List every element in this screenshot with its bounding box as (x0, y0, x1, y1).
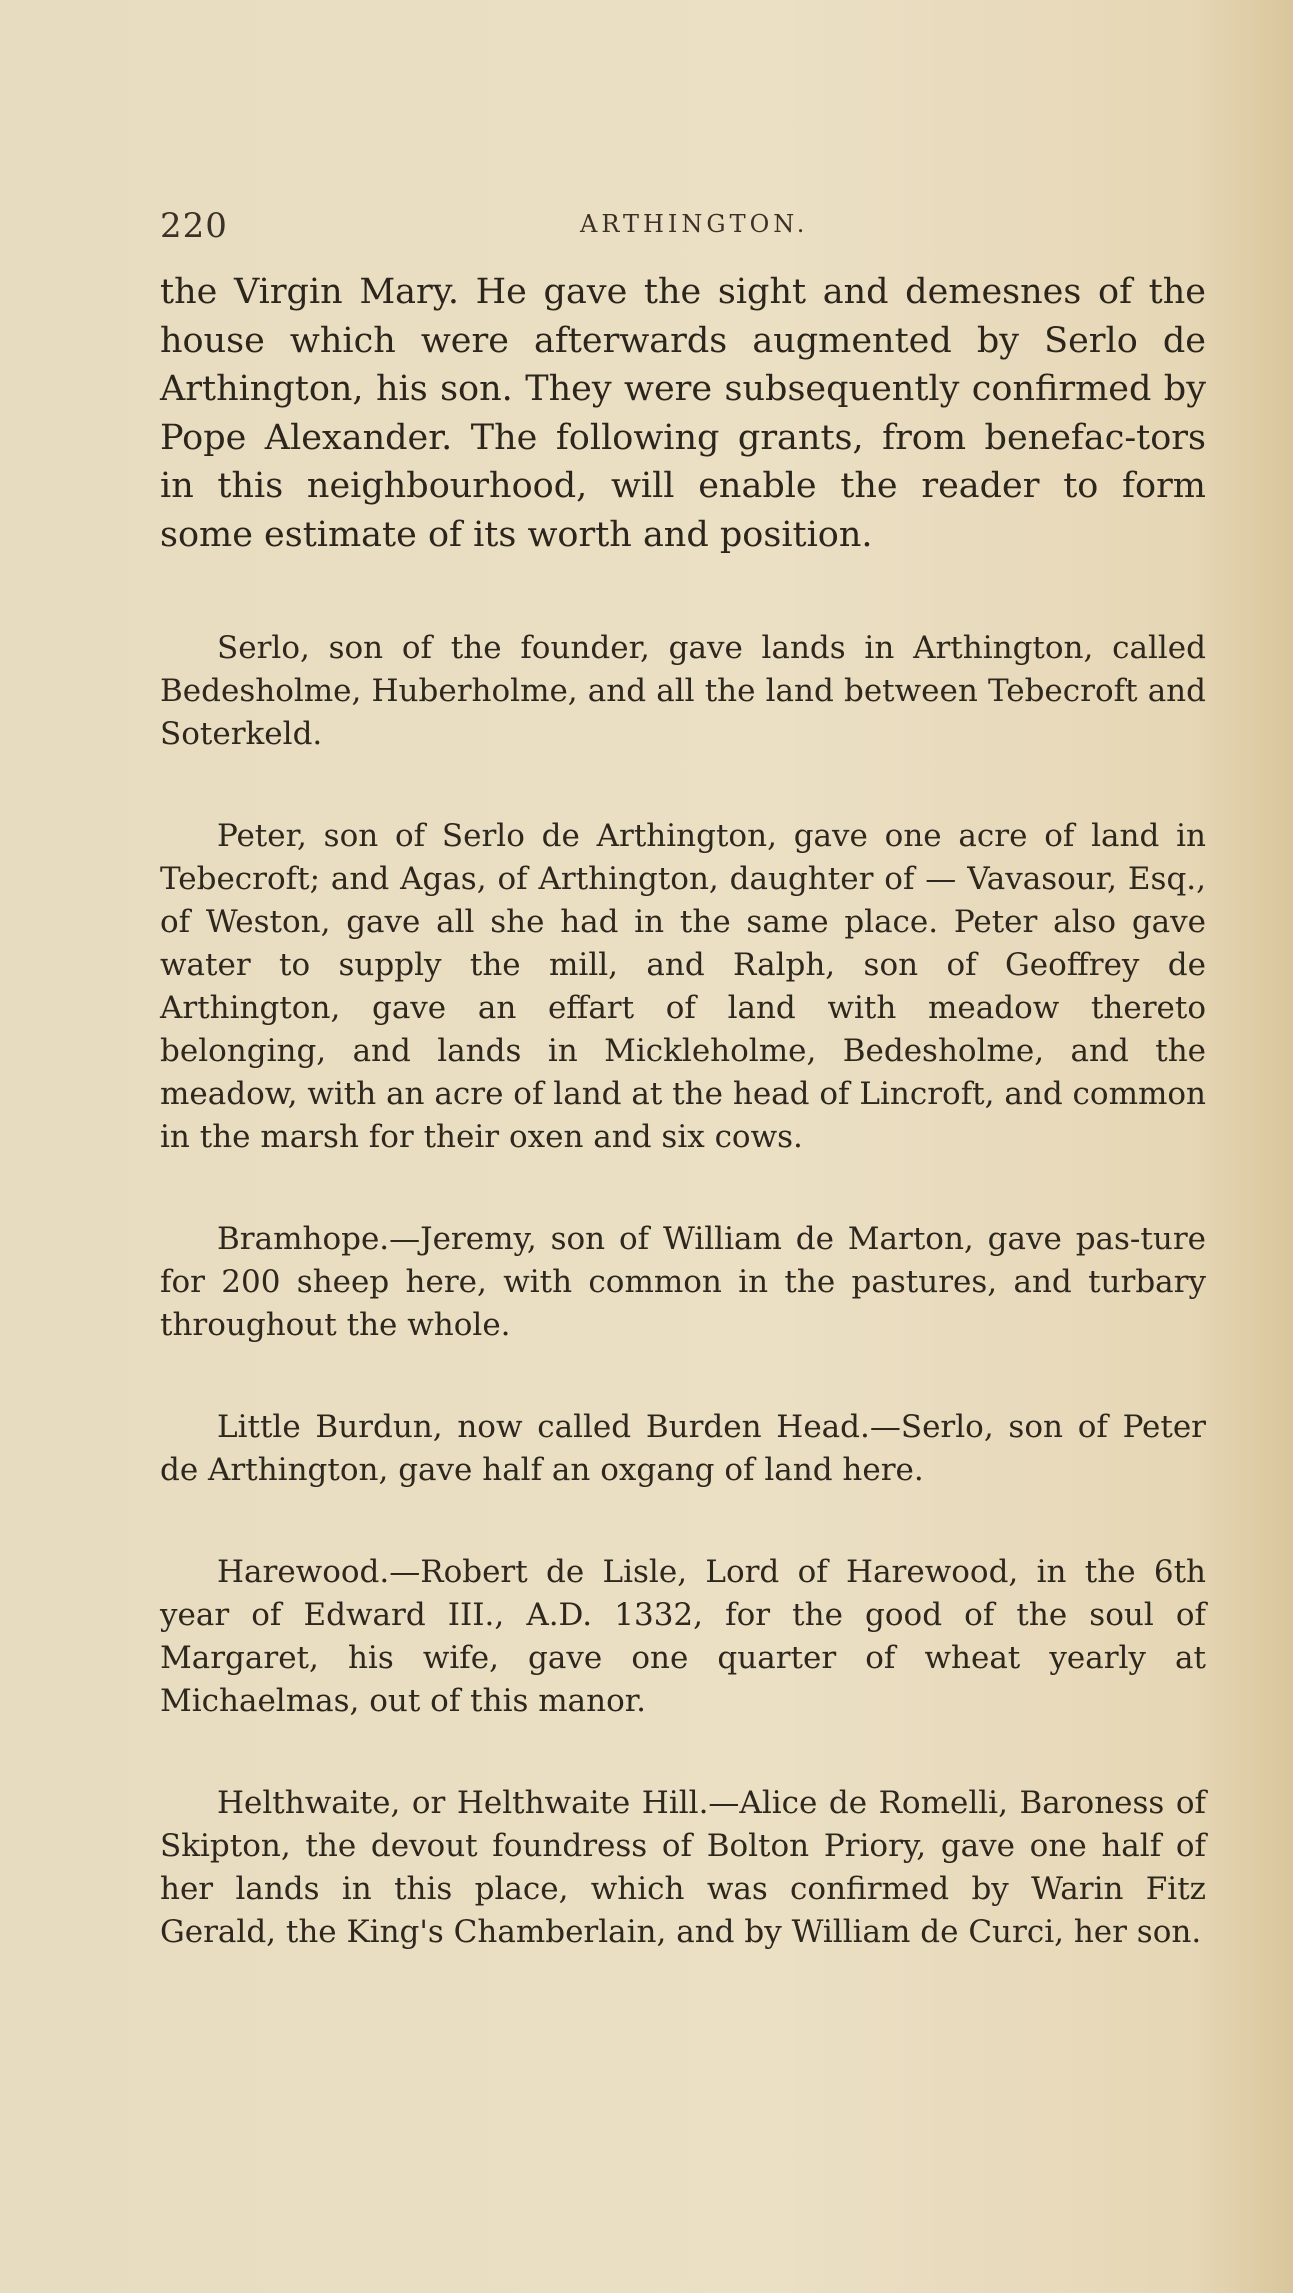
lead-paragraph: the Virgin Mary. He gave the sight and demesnes of the house which were afterwards augmented by Serlo de Arthington, his son. They were subsequently confirmed by Pope Alexander. The following grants, from benefac-tors in this neighbourhood, will enable the reader to form some estimate of its worth and position. (160, 272, 1206, 555)
grant-paragraph: Harewood.—Robert de Lisle, Lord of Harewood, in the 6th year of Edward III., A.D. 1332, for the good of the soul of Margaret, his wife, gave one quarter of wheat yearly at Michaelmas, out of this manor. (160, 1554, 1206, 1719)
page-number: 220 (160, 206, 228, 246)
grant-paragraph: Helthwaite, or Helthwaite Hill.—Alice de Romelli, Baroness of Skipton, the devout foundress of Bolton Priory, gave one half of her lands in this place, which was confirmed by Warin Fitz Gerald, the King's Chamberlain, and by William de Curci, her son. (160, 1785, 1206, 1950)
grant-paragraph: Peter, son of Serlo de Arthington, gave one acre of land in Tebecroft; and Agas, of Arthington, daughter of — Vavasour, Esq., of Weston, gave all she had in the same place. Peter also gave water to supply the mill, and Ralph, son of Geoffrey de Arthington, gave an effart of land with meadow thereto belonging, and lands in Mickleholme, Bedesholme, and the meadow, with an acre of land at the head of Lincroft, and common in the marsh for their oxen and six cows. (160, 818, 1206, 1155)
running-head (160, 206, 1230, 246)
body-text (160, 268, 1206, 1954)
grant-paragraph: Serlo, son of the founder, gave lands in Arthington, called Bedesholme, Huberholme, and all the land between Tebecroft and Soterkeld. (160, 630, 1206, 752)
grant-paragraph: Little Burdun, now called Burden Head.—Serlo, son of Peter de Arthington, gave half an oxgang of land here. (160, 1409, 1206, 1488)
running-title: ARTHINGTON. (580, 210, 809, 238)
grant-paragraph: Bramhope.—Jeremy, son of William de Marton, gave pas-ture for 200 sheep here, with common in the pastures, and turbary throughout the whole. (160, 1221, 1206, 1343)
